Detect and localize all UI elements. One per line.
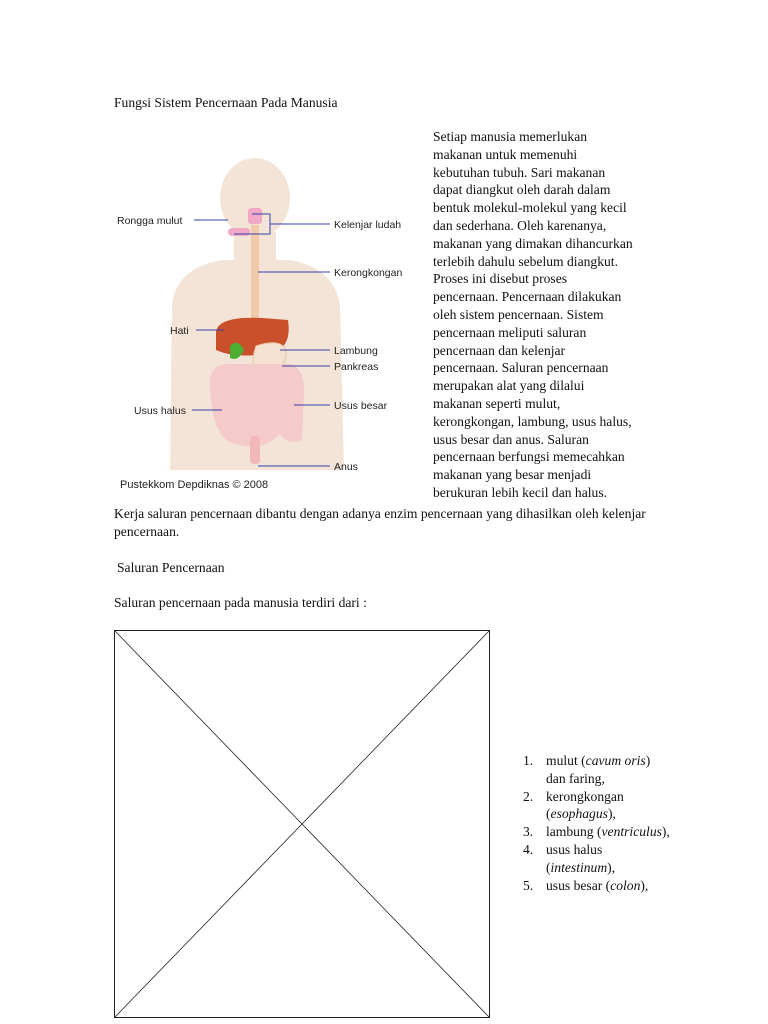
intro-line: merupakan alat yang dilalui xyxy=(433,378,585,394)
intro-line: Setiap manusia memerlukan xyxy=(433,129,588,144)
digestive-diagram-svg xyxy=(112,150,412,495)
intro-line: berukuran lebih kecil dan halus. xyxy=(433,484,608,500)
organ-latin-name: ventriculus xyxy=(601,824,662,840)
organ-suffix: ) dan faring, xyxy=(546,753,651,786)
intro-line: makanan seperti mulut, xyxy=(433,395,561,411)
digestive-tract-list xyxy=(520,752,670,894)
missing-image-placeholder xyxy=(114,630,490,1018)
intro-line: makanan yang dimakan dihancurkan xyxy=(433,235,633,251)
diagram-caption: Pustekkom Depdiknas © 2008 xyxy=(120,479,269,491)
organ-name: usus besar ( xyxy=(546,877,611,893)
list-item xyxy=(520,841,670,877)
rectum-shape xyxy=(250,436,260,464)
organ-suffix: ), xyxy=(661,824,670,840)
intro-line: usus besar dan anus. Saluran xyxy=(433,431,589,447)
intro-line: makanan untuk memenuhi xyxy=(433,146,578,162)
placeholder-frame xyxy=(114,630,490,1018)
label-hati: Hati xyxy=(170,325,189,337)
intro-paragraph xyxy=(433,128,659,502)
list-item xyxy=(520,877,670,895)
list-number: 5. xyxy=(523,877,534,893)
list-number: 2. xyxy=(523,788,534,804)
label-usus-besar: Usus besar xyxy=(334,400,388,412)
organ-latin-name: intestinum xyxy=(550,859,608,875)
organ-latin-name: cavum oris xyxy=(585,753,646,768)
intro-line: oleh sistem pencernaan. Sistem xyxy=(433,306,604,322)
intro-line: kebutuhan tubuh. Sari makanan xyxy=(433,164,606,180)
list-number: 1. xyxy=(523,753,534,768)
list-number: 4. xyxy=(523,841,534,857)
label-lambung: Lambung xyxy=(334,345,378,357)
organ-suffix: ), xyxy=(607,806,616,822)
label-kerongkongan: Kerongkongan xyxy=(334,267,403,279)
intro-line: terlebih dahulu sebelum diangkut. xyxy=(433,253,618,269)
organ-suffix: ), xyxy=(640,877,649,893)
list-item xyxy=(520,752,670,788)
organ-suffix: ), xyxy=(607,859,616,875)
organ-name: usus halus ( xyxy=(546,841,603,875)
intro-line: pencernaan berfungsi memecahkan xyxy=(433,449,625,465)
body-paragraph: Kerja saluran pencernaan dibantu dengan adanya enzim pencernaan yang dihasilkan oleh kelenjar pencernaan. xyxy=(114,506,646,539)
list-lead-text: Saluran pencernaan pada manusia terdiri dari : xyxy=(114,595,367,610)
label-usus-halus: Usus halus xyxy=(134,405,186,417)
list-number: 3. xyxy=(523,824,534,840)
intro-line: kerongkongan, lambung, usus halus, xyxy=(433,413,632,429)
intestine-shape xyxy=(210,364,304,447)
label-kelenjar-ludah: Kelenjar ludah xyxy=(334,219,402,231)
intro-line: Proses ini disebut proses xyxy=(433,271,568,287)
salivary-gland-shape xyxy=(248,208,262,224)
intro-line: bentuk molekul-molekul yang kecil xyxy=(433,200,627,216)
intro-line: pencernaan. Saluran pencernaan xyxy=(433,360,609,376)
salivary-gland-lower-shape xyxy=(228,228,250,236)
organ-name: lambung ( xyxy=(546,824,602,840)
intro-line: dapat diangkut oleh darah dalam xyxy=(433,182,611,198)
organ-name: mulut ( xyxy=(546,753,586,768)
intro-line: pencernaan meliputi saluran xyxy=(433,324,587,340)
digestive-system-diagram xyxy=(112,150,412,495)
intro-line: pencernaan. Pencernaan dilakukan xyxy=(433,289,622,305)
organ-latin-name: esophagus xyxy=(550,806,608,822)
list-item xyxy=(520,788,670,824)
list-item xyxy=(520,823,670,841)
label-pankreas: Pankreas xyxy=(334,361,379,373)
label-rongga-mulut: Rongga mulut xyxy=(117,215,183,227)
organ-latin-name: colon xyxy=(610,877,641,893)
intro-line: dan sederhana. Oleh karenanya, xyxy=(433,217,607,233)
organ-name: kerongkongan ( xyxy=(546,788,624,822)
label-anus: Anus xyxy=(334,461,358,473)
intro-line: makanan yang besar menjadi xyxy=(433,467,592,483)
section-heading: Saluran Pencernaan xyxy=(117,560,225,575)
document-title: Fungsi Sistem Pencernaan Pada Manusia xyxy=(114,95,338,110)
intro-line: pencernaan dan kelenjar xyxy=(433,342,566,358)
